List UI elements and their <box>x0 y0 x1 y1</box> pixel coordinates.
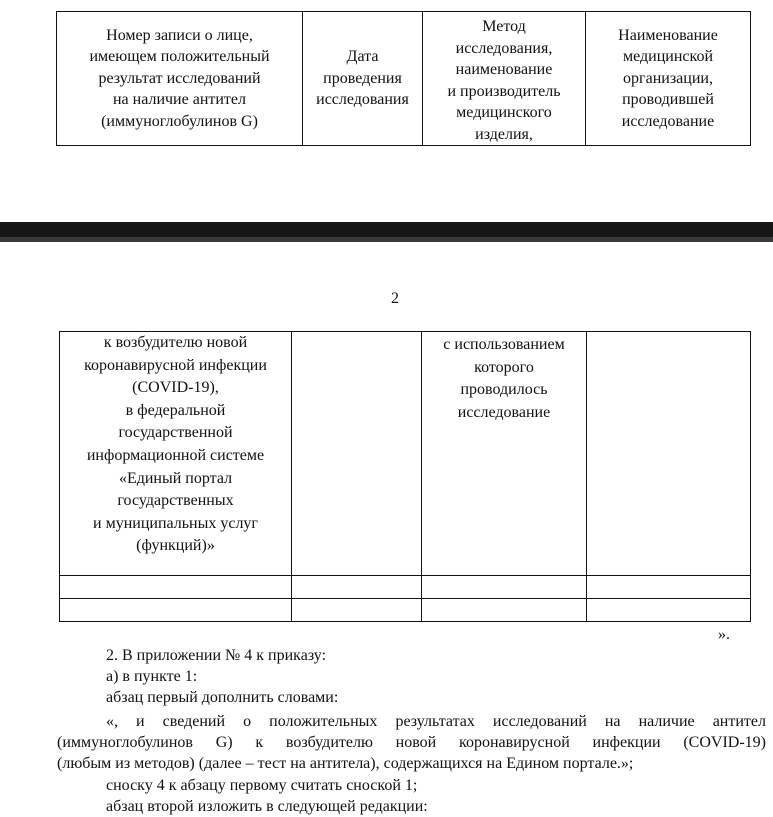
continued-cell-date <box>292 332 422 576</box>
continued-cell-method <box>422 332 587 576</box>
header-line: Наименование <box>618 26 718 44</box>
header-line: наименование <box>455 61 553 78</box>
paragraph-abzac-1: абзац первый дополнить словами: <box>106 689 339 706</box>
cell-line: которого <box>474 358 534 376</box>
cell-line: информационной системе <box>86 446 265 464</box>
cell-line: (функций)» <box>136 537 215 555</box>
header-line: Дата <box>346 48 379 66</box>
cell-line: государственных <box>117 492 234 510</box>
header-cell-organization <box>586 12 751 146</box>
header-line: имеющем положительный <box>89 48 270 66</box>
cell-line: исследование <box>457 403 551 421</box>
header-line: медицинского <box>456 104 552 121</box>
paragraph-subitem-a: а) в пункте 1: <box>106 668 198 685</box>
cell-line: (COVID-19), <box>132 379 219 397</box>
header-line: и производитель <box>447 82 561 100</box>
cell-line: к возбудителю новой <box>103 334 248 351</box>
header-line: (иммуноглобулинов G) <box>101 112 258 130</box>
closing-quote: ». <box>718 626 730 643</box>
empty-cell <box>292 599 422 622</box>
empty-cell <box>587 576 751 599</box>
header-line: исследования <box>316 91 409 109</box>
header-line: проводившей <box>622 91 714 109</box>
cell-line: и муниципальных услуг <box>93 514 258 532</box>
header-line: исследования, <box>455 39 553 57</box>
header-line: проведения <box>323 69 402 87</box>
table-row <box>60 576 751 599</box>
header-table <box>56 11 751 146</box>
empty-cell <box>60 599 292 622</box>
cell-line: с использованием <box>443 336 565 353</box>
header-cell-method <box>423 12 586 146</box>
cell-line: государственной <box>118 424 233 442</box>
footnote-line: сноску 4 к абзацу первому считать сноской 1; <box>106 777 418 794</box>
paragraph-abzac-2: абзац второй изложить в следующей редакции: <box>106 798 428 815</box>
quote-line-1: «, и сведений о положительных результатах исследований на наличие антител <box>106 713 766 730</box>
header-line: исследование <box>621 112 715 130</box>
page-break-bar <box>0 222 773 242</box>
header-cell-date <box>303 12 423 146</box>
quote-line-3: (любым из методов) (далее – тест на антитела), содержащихся на Едином портале.»; <box>57 755 634 772</box>
empty-cell <box>422 576 587 599</box>
header-line: медицинской <box>622 48 714 66</box>
header-line: результат исследований <box>98 69 261 87</box>
header-line: Номер записи о лице, <box>106 26 253 44</box>
cell-line: «Единый портал <box>118 469 233 487</box>
empty-cell <box>587 599 751 622</box>
page-number: 2 <box>391 290 399 307</box>
continued-cell-record-number <box>60 332 292 576</box>
empty-cell <box>422 599 587 622</box>
empty-cell <box>292 576 422 599</box>
empty-cell <box>60 576 292 599</box>
paragraph-item-2: 2. В приложении № 4 к приказу: <box>106 647 327 664</box>
header-line: организации, <box>623 69 713 87</box>
page-break-shade <box>0 237 773 242</box>
header-line: на наличие антител <box>112 91 247 109</box>
cell-line: коронавирусной инфекции <box>84 356 267 374</box>
continued-table <box>59 331 751 622</box>
header-cell-record-number <box>57 12 303 146</box>
table-row <box>60 599 751 622</box>
header-line: Метод <box>482 18 526 35</box>
quote-line-2: (иммуноглобулинов G) к возбудителю новой коронавирусной инфекции (COVID-19) <box>57 734 766 751</box>
continued-cell-organization <box>587 332 751 576</box>
cell-line: проводилось <box>460 381 548 399</box>
header-line: изделия, <box>475 125 533 143</box>
cell-line: в федеральной <box>125 401 226 419</box>
